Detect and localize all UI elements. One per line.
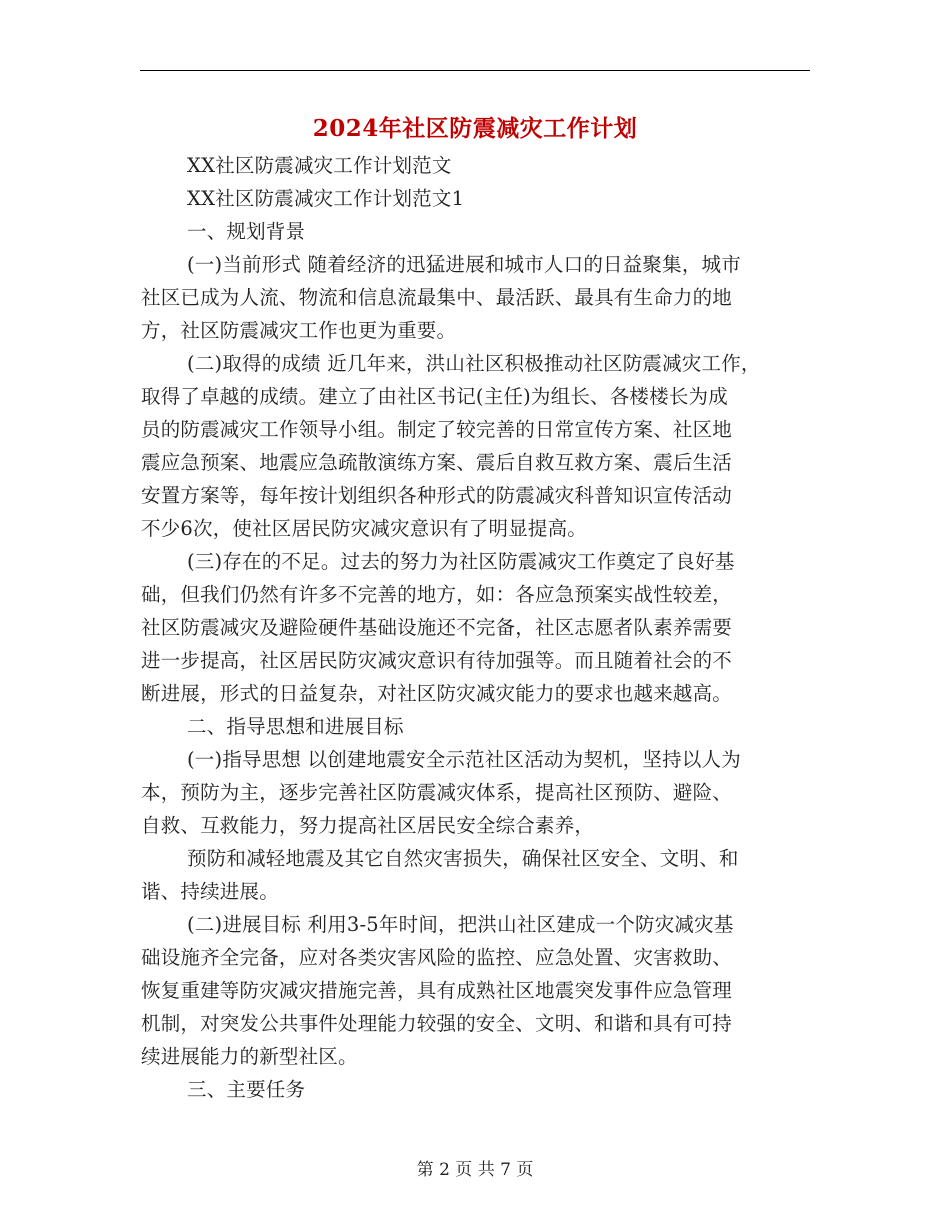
body-line: 断进展，形式的日益复杂，对社区防灾减灾能力的要求也越来越高。	[141, 682, 733, 705]
body-line: 恢复重建等防灾减灾措施完善，具有成熟社区地震突发事件应急管理	[141, 979, 733, 1002]
body-line: 社区已成为人流、物流和信息流最集中、最活跃、最具有生命力的地	[141, 286, 733, 309]
body-line: 员的防震减灾工作领导小组。制定了较完善的日常宣传方案、社区地	[141, 418, 733, 441]
body-line: (二)取得的成绩 近几年来，洪山社区积极推动社区防震减灾工作，	[187, 352, 761, 375]
body-line: 震应急预案、地震应急疏散演练方案、震后自救互救方案、震后生活	[141, 451, 733, 474]
body-line: 续进展能力的新型社区。	[141, 1045, 358, 1068]
body-line: 方，社区防震减灾工作也更为重要。	[141, 319, 457, 342]
body-line: 础设施齐全完备，应对各类灾害风险的监控、应急处置、灾害救助、	[141, 946, 733, 969]
body-line: 社区防震减灾及避险硬件基础设施还不完备，社区志愿者队素养需要	[141, 616, 733, 639]
body-line: 预防和减轻地震及其它自然灾害损失，确保社区安全、文明、和	[187, 847, 739, 870]
body-line: (一)指导思想 以创建地震安全示范社区活动为契机，坚持以人为	[187, 748, 741, 771]
body-line: (二)进展目标 利用3-5年时间，把洪山社区建成一个防灾减灾基	[187, 913, 734, 936]
body-line: 础，但我们仍然有许多不完善的地方，如：各应急预案实战性较差，	[141, 583, 733, 606]
body-line: 一、规划背景	[187, 220, 306, 243]
body-line: 谐、持续进展。	[141, 880, 279, 903]
body-line: 本，预防为主，逐步完善社区防震减灾体系，提高社区预防、避险、	[141, 781, 733, 804]
body-line: 不少6次，使社区居民防灾减灾意识有了明显提高。	[141, 517, 588, 540]
body-line: (一)当前形式 随着经济的迅猛进展和城市人口的日益聚集，城市	[187, 253, 741, 276]
body-line: 三、主要任务	[187, 1078, 306, 1101]
body-line: 自救、互救能力，努力提高社区居民安全综合素养，	[141, 814, 595, 837]
body-line: 二、指导思想和进展目标	[187, 715, 404, 738]
page-number-footer: 第 2 页 共 7 页	[416, 1160, 534, 1180]
body-line: 机制，对突发公共事件处理能力较强的安全、文明、和谐和具有可持	[141, 1012, 733, 1035]
body-line: 安置方案等，每年按计划组织各种形式的防震减灾科普知识宣传活动	[141, 484, 733, 507]
body-line: 取得了卓越的成绩。建立了由社区书记(主任)为组长、各楼楼长为成	[141, 385, 728, 408]
body-line: (三)存在的不足。过去的努力为社区防震减灾工作奠定了良好基	[187, 550, 735, 573]
header-rule	[140, 70, 810, 71]
body-line: 进一步提高，社区居民防灾减灾意识有待加强等。而且随着社会的不	[141, 649, 733, 672]
body-line: XX社区防震减灾工作计划范文1	[187, 187, 465, 210]
document-title: 2024年社区防震减灾工作计划	[312, 115, 638, 142]
body-line: XX社区防震减灾工作计划范文	[187, 154, 452, 177]
